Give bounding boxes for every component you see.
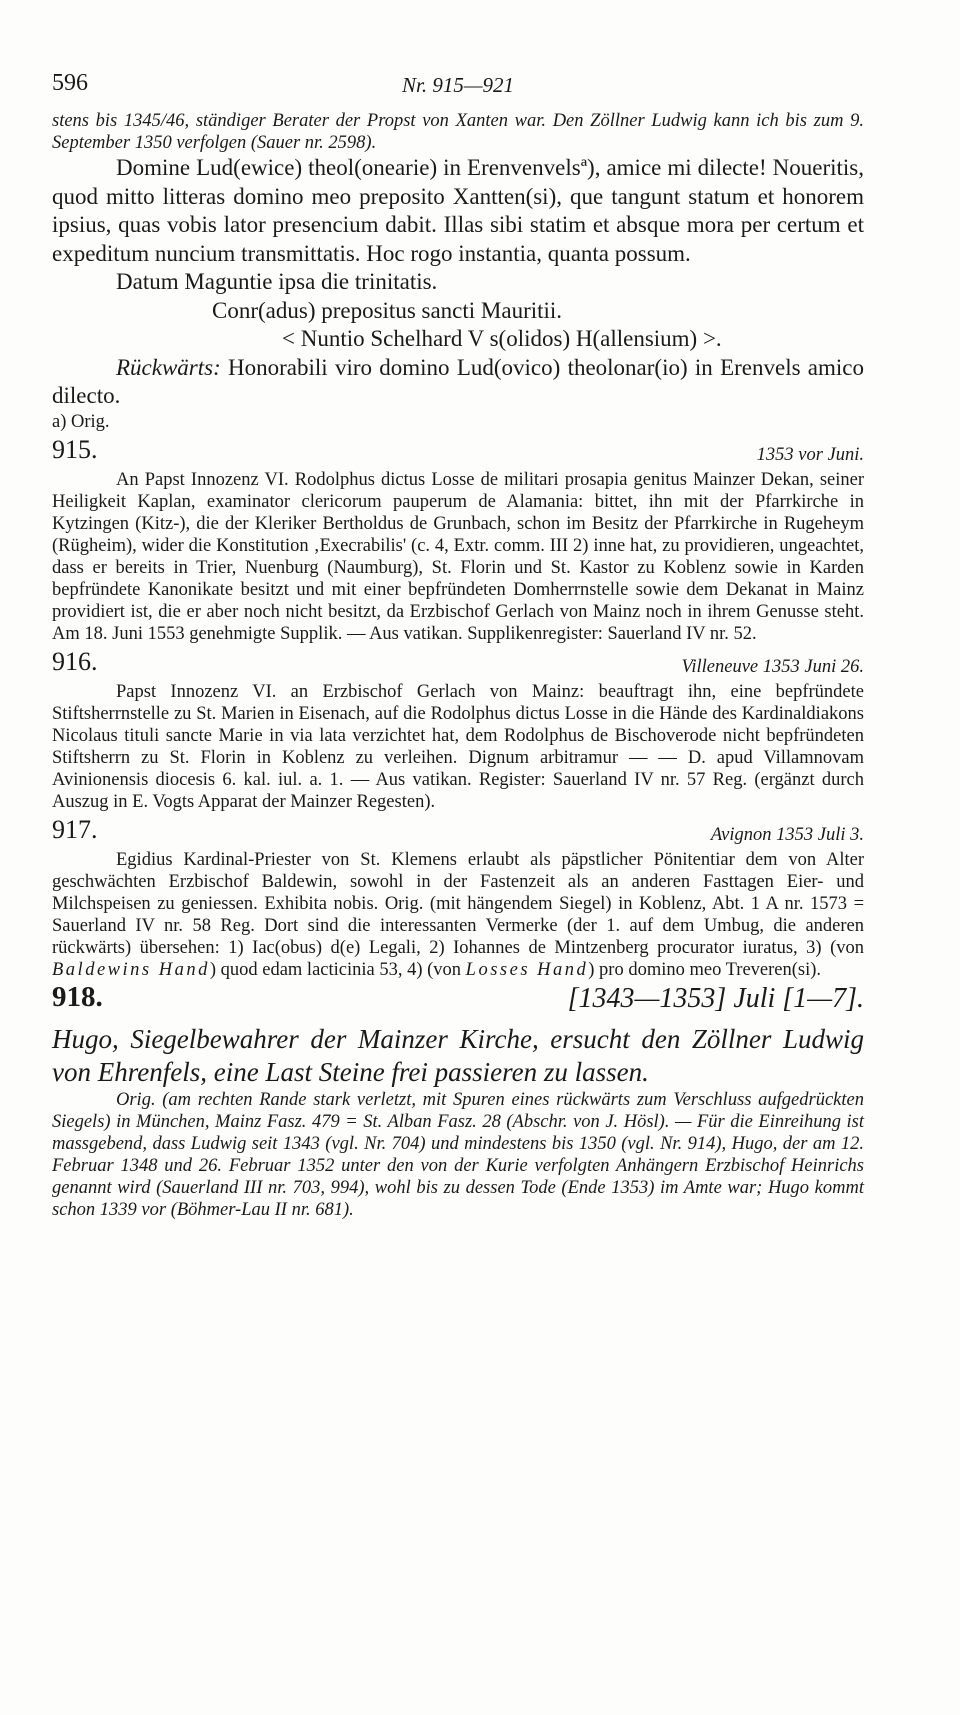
letter-signature: Conr(adus) prepositus sancti Mauritii. [212, 297, 563, 323]
letter-datum: Datum Maguntie ipsa die trinitatis. [116, 269, 438, 294]
entry-917 [52, 813, 864, 981]
entry-915 [52, 433, 864, 645]
entry-title: Hugo, Siegelbewahrer der Mainzer Kirche, ersucht den Zöllner Ludwig von Ehrenfels, eine Last Steine frei passieren zu lassen. [52, 1023, 864, 1087]
page-number: 596 [52, 70, 88, 96]
page-header [52, 70, 864, 110]
entry-date: Avignon 1353 Juli 3. [710, 824, 864, 845]
previous-entry [52, 110, 864, 433]
document-page [52, 70, 864, 1221]
entry-916 [52, 645, 864, 813]
entry-number: 915. [52, 434, 98, 464]
running-title: Nr. 915—921 [401, 73, 515, 97]
dorsal-text: Honorabili viro domino Lud(ovico) theolonar(io) in Erenvels amico dilecto. [52, 354, 864, 408]
entry-note: Orig. (am rechten Rande stark verletzt, mit Spuren eines rückwärts zum Verschluss aufgedrückten Siegels) in München, Mainz Fasz. 479 = St. Alban Fasz. 28 (Abschr. von J. Hösl). — Für die Einreihung ist massgebend, dass Ludwig seit 1343 (vgl. Nr. 704) und mindestens bis 1350 (vgl. Nr. 914), Hugo, der am 12. Februar 1348 und 26. Februar 1352 unter den von der Kurie verfolgten Anhängern Erzbischof Heinrichs genannt wird (Sauerland III nr. 703, 994), wohl bis zu dessen Tode (Ende 1353) im Amte war; Hugo kommt schon 1339 vor (Böhmer-Lau II nr. 681). [52, 1089, 864, 1220]
letter-nuntio: ˂ Nuntio Schelhard V s(olidos) H(allensium) ˃. [282, 326, 722, 351]
spaced-text: Baldewins Hand [52, 959, 210, 980]
entry-date: 1353 vor Juni. [756, 444, 864, 465]
entry-text [52, 849, 864, 981]
letter-body: Domine Lud(ewice) theol(onearie) in Erenvenvelsª), amice mi dilecte! Noueritis, quod mitto litteras domino meo preposito Xantten(si), que tangunt statum et honorem ipsius, quas vobis lator presencium dabit. Illas sibi statim et absque mora per certum et expeditum nuncium transmittatis. Hoc rogo instantia, quanta possum. [52, 155, 864, 266]
entry-918 [52, 981, 864, 1221]
entry-text: Papst Innozenz VI. an Erzbischof Gerlach von Mainz: beauftragt ihn, eine bepfründete Stiftsherrnstelle zu St. Marien in Eisenach, auf die Rodolphus dictus Losse in die Hände des Kardinaldiakons Nicolaus tituli sancte Marie in via lata verzichtet hat, dem Rodolphus de Bischoverode nicht bepfründeten Stiftsherrn zu St. Florin in Koblenz zu verleihen. Dignum arbitramur — — D. apud Villamnovam Avinionensis diocesis 6. kal. iul. a. 1. — Aus vatikan. Register: Sauerland IV nr. 57 Reg. (ergänzt durch Auszug in E. Vogts Apparat der Mainzer Regesten). [52, 681, 864, 812]
letter-dorsal-note [52, 354, 864, 411]
entry-number: 916. [52, 646, 98, 676]
entry-number: 917. [52, 814, 98, 844]
entry-text-part: ) pro domino meo Treveren(si). [588, 959, 822, 980]
spaced-text: Losses Hand [465, 959, 589, 980]
entry-number: 918. [52, 980, 103, 1013]
dorsal-label: Rückwärts: [116, 354, 221, 380]
entry-date: [1343—1353] Juli [1—7]. [567, 982, 864, 1014]
entry-date: Villeneuve 1353 Juni 26. [681, 656, 864, 677]
footnote: a) Orig. [52, 411, 110, 432]
previous-entry-intro: stens bis 1345/46, ständiger Berater der Propst von Xanten war. Den Zöllner Ludwig kann ich bis zum 9. September 1350 verfolgen (Sauer nr. 2598). [52, 111, 864, 153]
entry-text: An Papst Innozenz VI. Rodolphus dictus Losse de militari prosapia genitus Mainzer Dekan, seiner Heiligkeit Kaplan, examinator clericorum pauperum de Alamania: bittet, ihn mit der Pfarrkirche in Kytzingen (Kitz-), die der Kleriker Bertholdus de Grunbach, schon im Besitz der Pfarrkirche in Rugeheym (Rügheim), wider die Konstitution ‚Execrabilis' (c. 4, Extr. comm. III 2) inne hat, zu providieren, ungeachtet, dass er bereits in Trier, Nuenburg (Naumburg), St. Florin und St. Kastor zu Koblenz sowie in Karden bepfründete Kanonikate besitzt und mit einer bepfründeten Domherrnstelle sowie dem Dekanat in Mainz providiert ist, die er aber noch nicht besitzt, da Erzbischof Gerlach von Mainz noch in ihrem Genusse steht. Am 18. Juni 1553 genehmigte Supplik. — Aus vatikan. Supplikenregister: Sauerland IV nr. 52. [52, 469, 864, 644]
entry-text-part: ) quod edam lacticinia 53, 4) (von [209, 959, 466, 980]
entry-text-part: Egidius Kardinal-Priester von St. Klemens erlaubt als päpstlicher Pönitentiar dem von Alter geschwächten Erzbischof Baldewin, sowohl in der Fastenzeit als an anderen Fasttagen Eier- und Milchspeisen zu geniessen. Exhibita nobis. Orig. (mit hängendem Siegel) in Koblenz, Abt. 1 A nr. 1573 = Sauerland IV nr. 58 Reg. Dort sind die interessanten Vermerke (der 1. auf dem Umbug, die anderen rückwärts) übersehen: 1) Iac(obus) d(e) Legali, 2) Iohannes de Mintzenberg procurator iuratus, 3) (von [52, 849, 864, 958]
